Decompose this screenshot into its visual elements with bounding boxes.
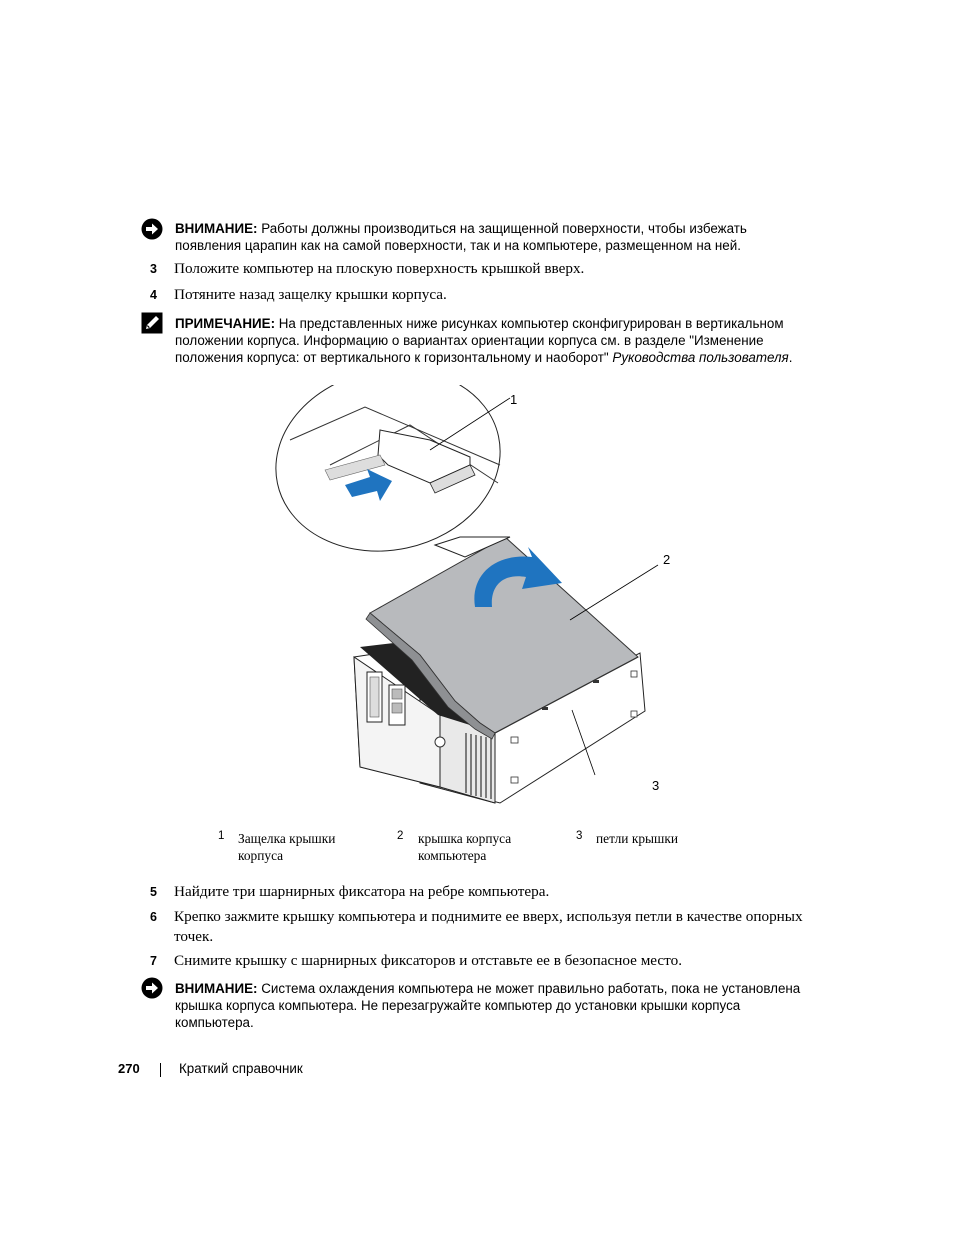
note-line1: На представленных ниже рисунках компьютер сконфигурирован в вертикальном [278, 316, 784, 331]
legend-num-3: 3 [576, 830, 583, 842]
stop-arrow-icon [141, 977, 163, 999]
step-number: 7 [150, 954, 157, 968]
callout-3: 3 [652, 778, 660, 793]
note-line3-italic: Руководства пользователя [612, 350, 789, 365]
step-number: 4 [150, 288, 157, 302]
step-text: Потяните назад защелку крышки корпуса. [174, 286, 447, 303]
notice-1-line2: появления царапин как на самой поверхности, так и на компьютере, размещенном на ней. [175, 238, 741, 253]
legend-item-line2: компьютера [418, 848, 487, 863]
step-number: 6 [150, 910, 157, 924]
note-line3: положения корпуса: от вертикального к горизонтальному и наоборот" [175, 350, 609, 365]
legend-item-line1: петли крышки [596, 831, 679, 846]
callout-2: 2 [663, 552, 671, 567]
notice-icon-2 [141, 977, 163, 999]
notice-1-label: ВНИМАНИЕ: [175, 221, 258, 236]
notice-1 [175, 220, 815, 254]
legend-num-1: 1 [218, 830, 225, 842]
notice-icon-1 [141, 218, 163, 240]
page-number: 270 [118, 1061, 140, 1076]
note-line2: положении корпуса. Информацию о вариантах ориентации корпуса см. в разделе "Изменение [175, 333, 764, 348]
legend-item-line1: крышка корпуса [418, 831, 512, 846]
footer-title: Краткий справочник [179, 1061, 303, 1076]
notice-2-line2: крышка корпуса компьютера. Не перезагружайте компьютер до установки крышки корпуса [175, 998, 741, 1013]
note-line3-end: . [788, 350, 793, 365]
latch-detail-circle [270, 385, 517, 572]
legend-item-line2: корпуса [238, 848, 284, 863]
step-text: Положите компьютер на плоскую поверхность крышкой вверх. [174, 260, 585, 277]
step-number: 5 [150, 885, 157, 899]
callout-1: 1 [510, 392, 518, 407]
note-label: ПРИМЕЧАНИЕ: [175, 316, 276, 331]
footer-separator [160, 1063, 161, 1077]
notice-2 [175, 980, 815, 1031]
note-icon [141, 312, 163, 334]
notice-1-line1: Работы должны производиться на защищенной поверхности, чтобы избежать [261, 221, 747, 236]
callout-line-2 [570, 565, 658, 620]
legend-item-line1: Защелка крышки [238, 831, 336, 846]
legend-item-2 [418, 830, 548, 864]
notice-2-line1: Система охлаждения компьютера не может правильно работать, пока не установлена [261, 981, 801, 996]
cover-removal-illustration [270, 385, 690, 815]
step-number: 3 [150, 262, 157, 276]
note [175, 315, 815, 366]
notice-2-label: ВНИМАНИЕ: [175, 981, 258, 996]
pencil-note-icon [141, 312, 163, 334]
notice-2-line3: компьютера. [175, 1015, 254, 1030]
stop-arrow-icon [141, 218, 163, 240]
step-text-cont: точек. [174, 928, 214, 945]
step-text: Крепко зажмите крышку компьютера и поднимите ее вверх, используя петли в качестве опорных [174, 908, 803, 925]
step-text: Найдите три шарнирных фиксатора на ребре компьютера. [174, 883, 550, 900]
step-text: Снимите крышку с шарнирных фиксаторов и отставьте ее в безопасное место. [174, 952, 682, 969]
legend-item-3 [596, 830, 726, 847]
legend-item-1 [238, 830, 368, 864]
legend-num-2: 2 [397, 830, 404, 842]
